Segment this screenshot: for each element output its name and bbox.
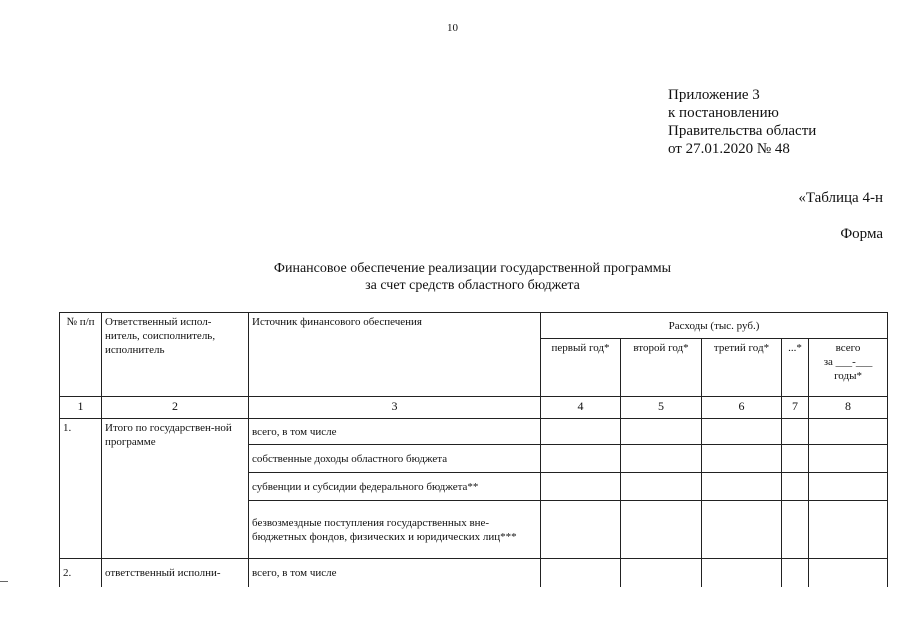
header-expenses: Расходы (тыс. руб.) (541, 313, 888, 339)
table-cell (702, 445, 782, 473)
table-cell (621, 559, 702, 587)
row-executor: Итого по государствен-ной программе (102, 419, 249, 559)
document-title (200, 260, 745, 294)
appendix-line: Правительства области (668, 123, 817, 139)
table-cell (782, 419, 809, 445)
table-cell (541, 445, 621, 473)
table-cell (782, 445, 809, 473)
table-cell (702, 501, 782, 559)
table-cell (702, 559, 782, 587)
row-source: безвозмездные поступления государственных вне-бюджетных фондов, физических и юридических лиц*** (249, 501, 541, 559)
col-number: 1 (60, 397, 102, 419)
table-cell (702, 419, 782, 445)
margin-mark (0, 581, 8, 582)
row-source: всего, в том числе (249, 559, 541, 587)
table-cell (541, 473, 621, 501)
table-cell (809, 559, 888, 587)
header-total-line: годы* (834, 370, 862, 382)
appendix-reference (668, 86, 816, 158)
table-cell (541, 501, 621, 559)
header-total-line: всего (835, 342, 861, 354)
header-executor: Ответственный испол-нитель, соисполнитель, исполнитель (102, 313, 249, 397)
row-num: 2. (60, 559, 102, 587)
table-cell (782, 501, 809, 559)
col-number: 7 (782, 397, 809, 419)
table-cell (621, 419, 702, 445)
title-line: Финансовое обеспечение реализации государственной программы (273, 261, 672, 276)
header-year1: первый год* (541, 339, 621, 397)
financing-table (59, 312, 888, 587)
row-source: всего, в том числе (249, 419, 541, 445)
col-number: 5 (621, 397, 702, 419)
header-total-line: за ___-___ (823, 356, 873, 368)
title-line: за счет средств областного бюджета (365, 278, 580, 293)
table-cell (621, 473, 702, 501)
header-num: № п/п (60, 313, 102, 397)
appendix-line: Приложение 3 (668, 87, 760, 103)
col-number: 8 (809, 397, 888, 419)
table-cell (702, 473, 782, 501)
col-number: 2 (102, 397, 249, 419)
col-number: 4 (541, 397, 621, 419)
header-total (809, 339, 888, 397)
table-cell (782, 559, 809, 587)
col-number: 6 (702, 397, 782, 419)
appendix-line: к постановлению (668, 105, 779, 121)
table-cell (809, 445, 888, 473)
header-source: Источник финансового обеспечения (249, 313, 541, 397)
table-cell (809, 419, 888, 445)
row-executor: ответственный исполни- (102, 559, 249, 587)
table-row (60, 559, 888, 587)
column-numbers-row (60, 397, 888, 419)
table-header-row (60, 313, 888, 339)
table-cell (782, 473, 809, 501)
table-cell (621, 501, 702, 559)
table-cell (621, 445, 702, 473)
row-source: собственные доходы областного бюджета (249, 445, 541, 473)
appendix-line: от 27.01.2020 № 48 (668, 141, 790, 157)
form-label: Форма (840, 226, 883, 242)
row-source: субвенции и субсидии федерального бюджета** (249, 473, 541, 501)
header-year2: второй год* (621, 339, 702, 397)
table-cell (541, 419, 621, 445)
table-row (60, 419, 888, 445)
header-year3: третий год* (702, 339, 782, 397)
row-num: 1. (60, 419, 102, 559)
table-cell (809, 473, 888, 501)
table-cell (809, 501, 888, 559)
header-more-years: ...* (782, 339, 809, 397)
table-cell (541, 559, 621, 587)
page-number: 10 (447, 22, 458, 34)
table-reference: «Таблица 4-н (798, 190, 883, 206)
col-number: 3 (249, 397, 541, 419)
